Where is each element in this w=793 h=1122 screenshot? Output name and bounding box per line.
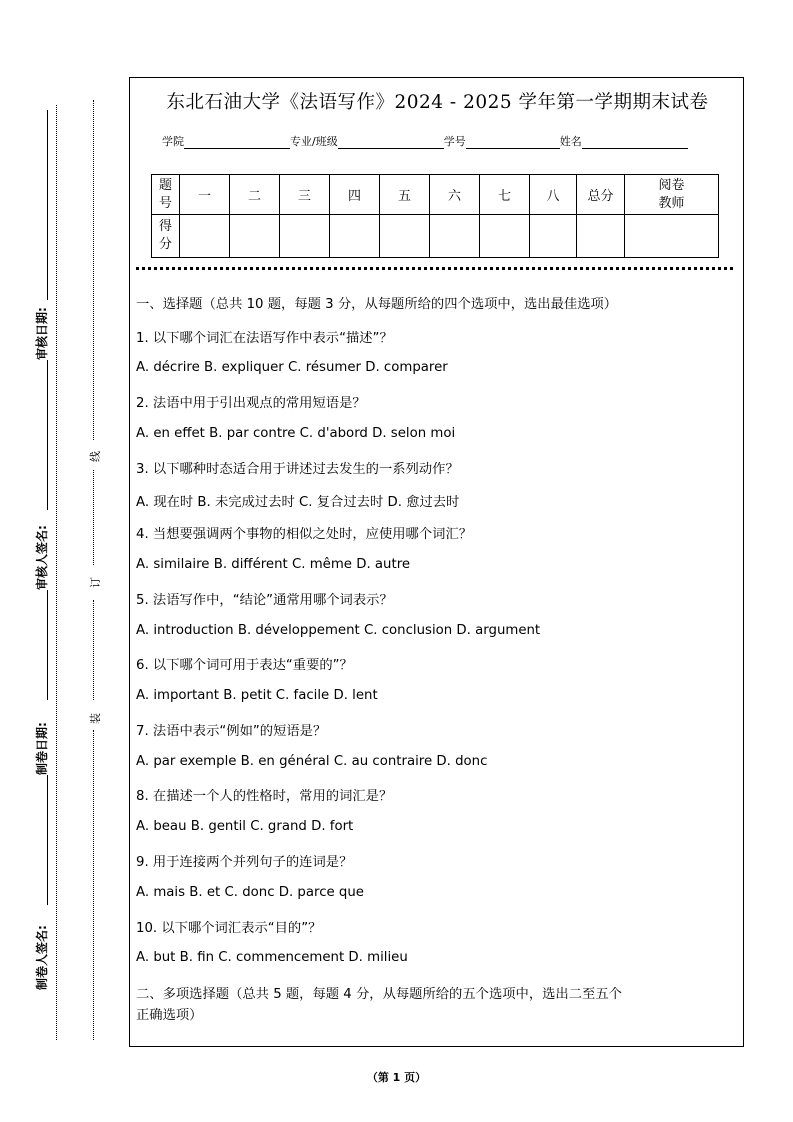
page-number: （第 1 页）	[366, 1071, 427, 1084]
margin-dotted-line-inner-1	[93, 100, 94, 440]
score-cell-4[interactable]	[330, 215, 380, 258]
score-row-label	[152, 215, 180, 258]
header-separator	[136, 267, 733, 270]
score-row-char-2: 分	[158, 237, 172, 252]
header-reviewer-line-2: 教师	[658, 195, 685, 211]
header-cell-7: 七	[480, 175, 530, 215]
name-label: 姓名	[559, 135, 582, 148]
question-7: 7. 法语中表示“例如”的短语是？	[136, 724, 327, 739]
header-cell-reviewer	[625, 175, 719, 215]
question-3: 3. 以下哪种时态适合用于讲述过去发生的一系列动作？	[136, 462, 459, 477]
header-cell-6: 六	[430, 175, 480, 215]
answer-3: A. 现在时 B. 未完成过去时 C. 复合过去时 D. 愈过去时	[136, 495, 460, 510]
margin-dotted-line-inner-3	[93, 600, 94, 700]
margin-solid-line-3	[47, 590, 48, 700]
score-cell-1[interactable]	[180, 215, 230, 258]
question-5: 5. 法语写作中，“结论”通常用哪个词表示？	[136, 593, 393, 608]
answer-6: A. important B. petit C. facile D. lent	[136, 688, 378, 703]
question-8: 8. 在描述一个人的性格时，常用的词汇是？	[136, 789, 393, 804]
question-10: 10. 以下哪个词汇表示“目的”？	[136, 921, 322, 936]
question-1: 1. 以下哪个词汇在法语写作中表示“描述”？	[136, 331, 393, 346]
header-cell-5: 五	[380, 175, 430, 215]
header-cell-question-no	[152, 175, 180, 215]
margin-solid-line-1	[47, 110, 48, 300]
score-cell-6[interactable]	[430, 215, 480, 258]
answer-9: A. mais B. et C. donc D. parce que	[136, 885, 364, 900]
question-6: 6. 以下哪个词可用于表达“重要的”？	[136, 658, 353, 673]
score-table	[151, 174, 719, 258]
header-cell-8: 八	[530, 175, 577, 215]
score-table-score-row	[152, 215, 719, 258]
header-cell-2: 二	[230, 175, 280, 215]
score-cell-2[interactable]	[230, 215, 280, 258]
exam-frame	[129, 77, 744, 1047]
student-id-field[interactable]	[466, 136, 560, 149]
question-9: 9. 用于连接两个并列句子的连词是？	[136, 855, 353, 870]
section1-heading: 一、选择题（总共 10 题，每题 3 分，从每题所给的四个选项中，选出最佳选项）	[136, 297, 618, 312]
score-cell-5[interactable]	[380, 215, 430, 258]
score-cell-8[interactable]	[530, 215, 577, 258]
score-cell-total[interactable]	[577, 215, 625, 258]
answer-4: A. similaire B. différent C. même D. autre	[136, 557, 411, 572]
major-label: 专业/班级	[290, 135, 338, 148]
score-cell-7[interactable]	[480, 215, 530, 258]
score-row-char-1: 得	[158, 219, 172, 234]
answer-8: A. beau B. gentil C. grand D. fort	[136, 819, 354, 834]
answer-5: A. introduction B. développement C. conclusion D. argument	[136, 623, 541, 638]
reviewer-date-label: 审核日期:	[35, 307, 49, 360]
header-question-char-1: 题	[158, 177, 172, 193]
margin-dotted-line-inner-2	[93, 470, 94, 565]
major-field[interactable]	[338, 136, 444, 149]
mark-zhuang: 装	[89, 713, 102, 724]
section2-heading-line-2: 正确选项）	[136, 1008, 203, 1023]
question-2: 2. 法语中用于引出观点的常用短语是？	[136, 396, 366, 411]
score-table-header-row	[152, 175, 719, 215]
score-cell-3[interactable]	[280, 215, 330, 258]
mark-line: 线	[89, 451, 102, 462]
question-4: 4. 当想要强调两个事物的相似之处时，应使用哪个词汇？	[136, 527, 473, 542]
student-info-row	[162, 133, 688, 149]
maker-sign-label: 制卷人签名:	[35, 925, 49, 990]
name-field[interactable]	[582, 136, 688, 149]
answer-10: A. but B. fin C. commencement D. milieu	[136, 950, 408, 965]
header-question-char-2: 号	[158, 195, 172, 211]
header-cell-4: 四	[330, 175, 380, 215]
header-cell-1: 一	[180, 175, 230, 215]
margin-solid-line-2	[47, 360, 48, 510]
answer-7: A. par exemple B. en général C. au contraire D. donc	[136, 754, 488, 769]
page-title: 东北石油大学《法语写作》2024 - 2025 学年第一学期期末试卷	[166, 92, 709, 113]
margin-dotted-line-outer	[56, 105, 57, 1040]
header-cell-3: 三	[280, 175, 330, 215]
score-cell-reviewer[interactable]	[625, 215, 719, 258]
header-reviewer-line-1: 阅卷	[658, 177, 685, 193]
maker-date-label: 制卷日期:	[35, 722, 49, 775]
reviewer-sign-label: 审核人签名:	[35, 525, 49, 590]
header-cell-total: 总分	[577, 175, 625, 215]
mark-ding: 订	[89, 577, 102, 588]
margin-dotted-line-inner-4	[93, 730, 94, 1040]
answer-2: A. en effet B. par contre C. d'abord D. selon moi	[136, 426, 456, 441]
answer-1: A. décrire B. expliquer C. résumer D. comparer	[136, 360, 448, 375]
college-field[interactable]	[184, 136, 290, 149]
college-label: 学院	[162, 135, 184, 148]
student-id-label: 学号	[443, 135, 466, 148]
section2-heading-line-1: 二、多项选择题（总共 5 题，每题 4 分，从每题所给的五个选项中，选出二至五个	[136, 987, 622, 1002]
margin-solid-line-4	[47, 775, 48, 905]
